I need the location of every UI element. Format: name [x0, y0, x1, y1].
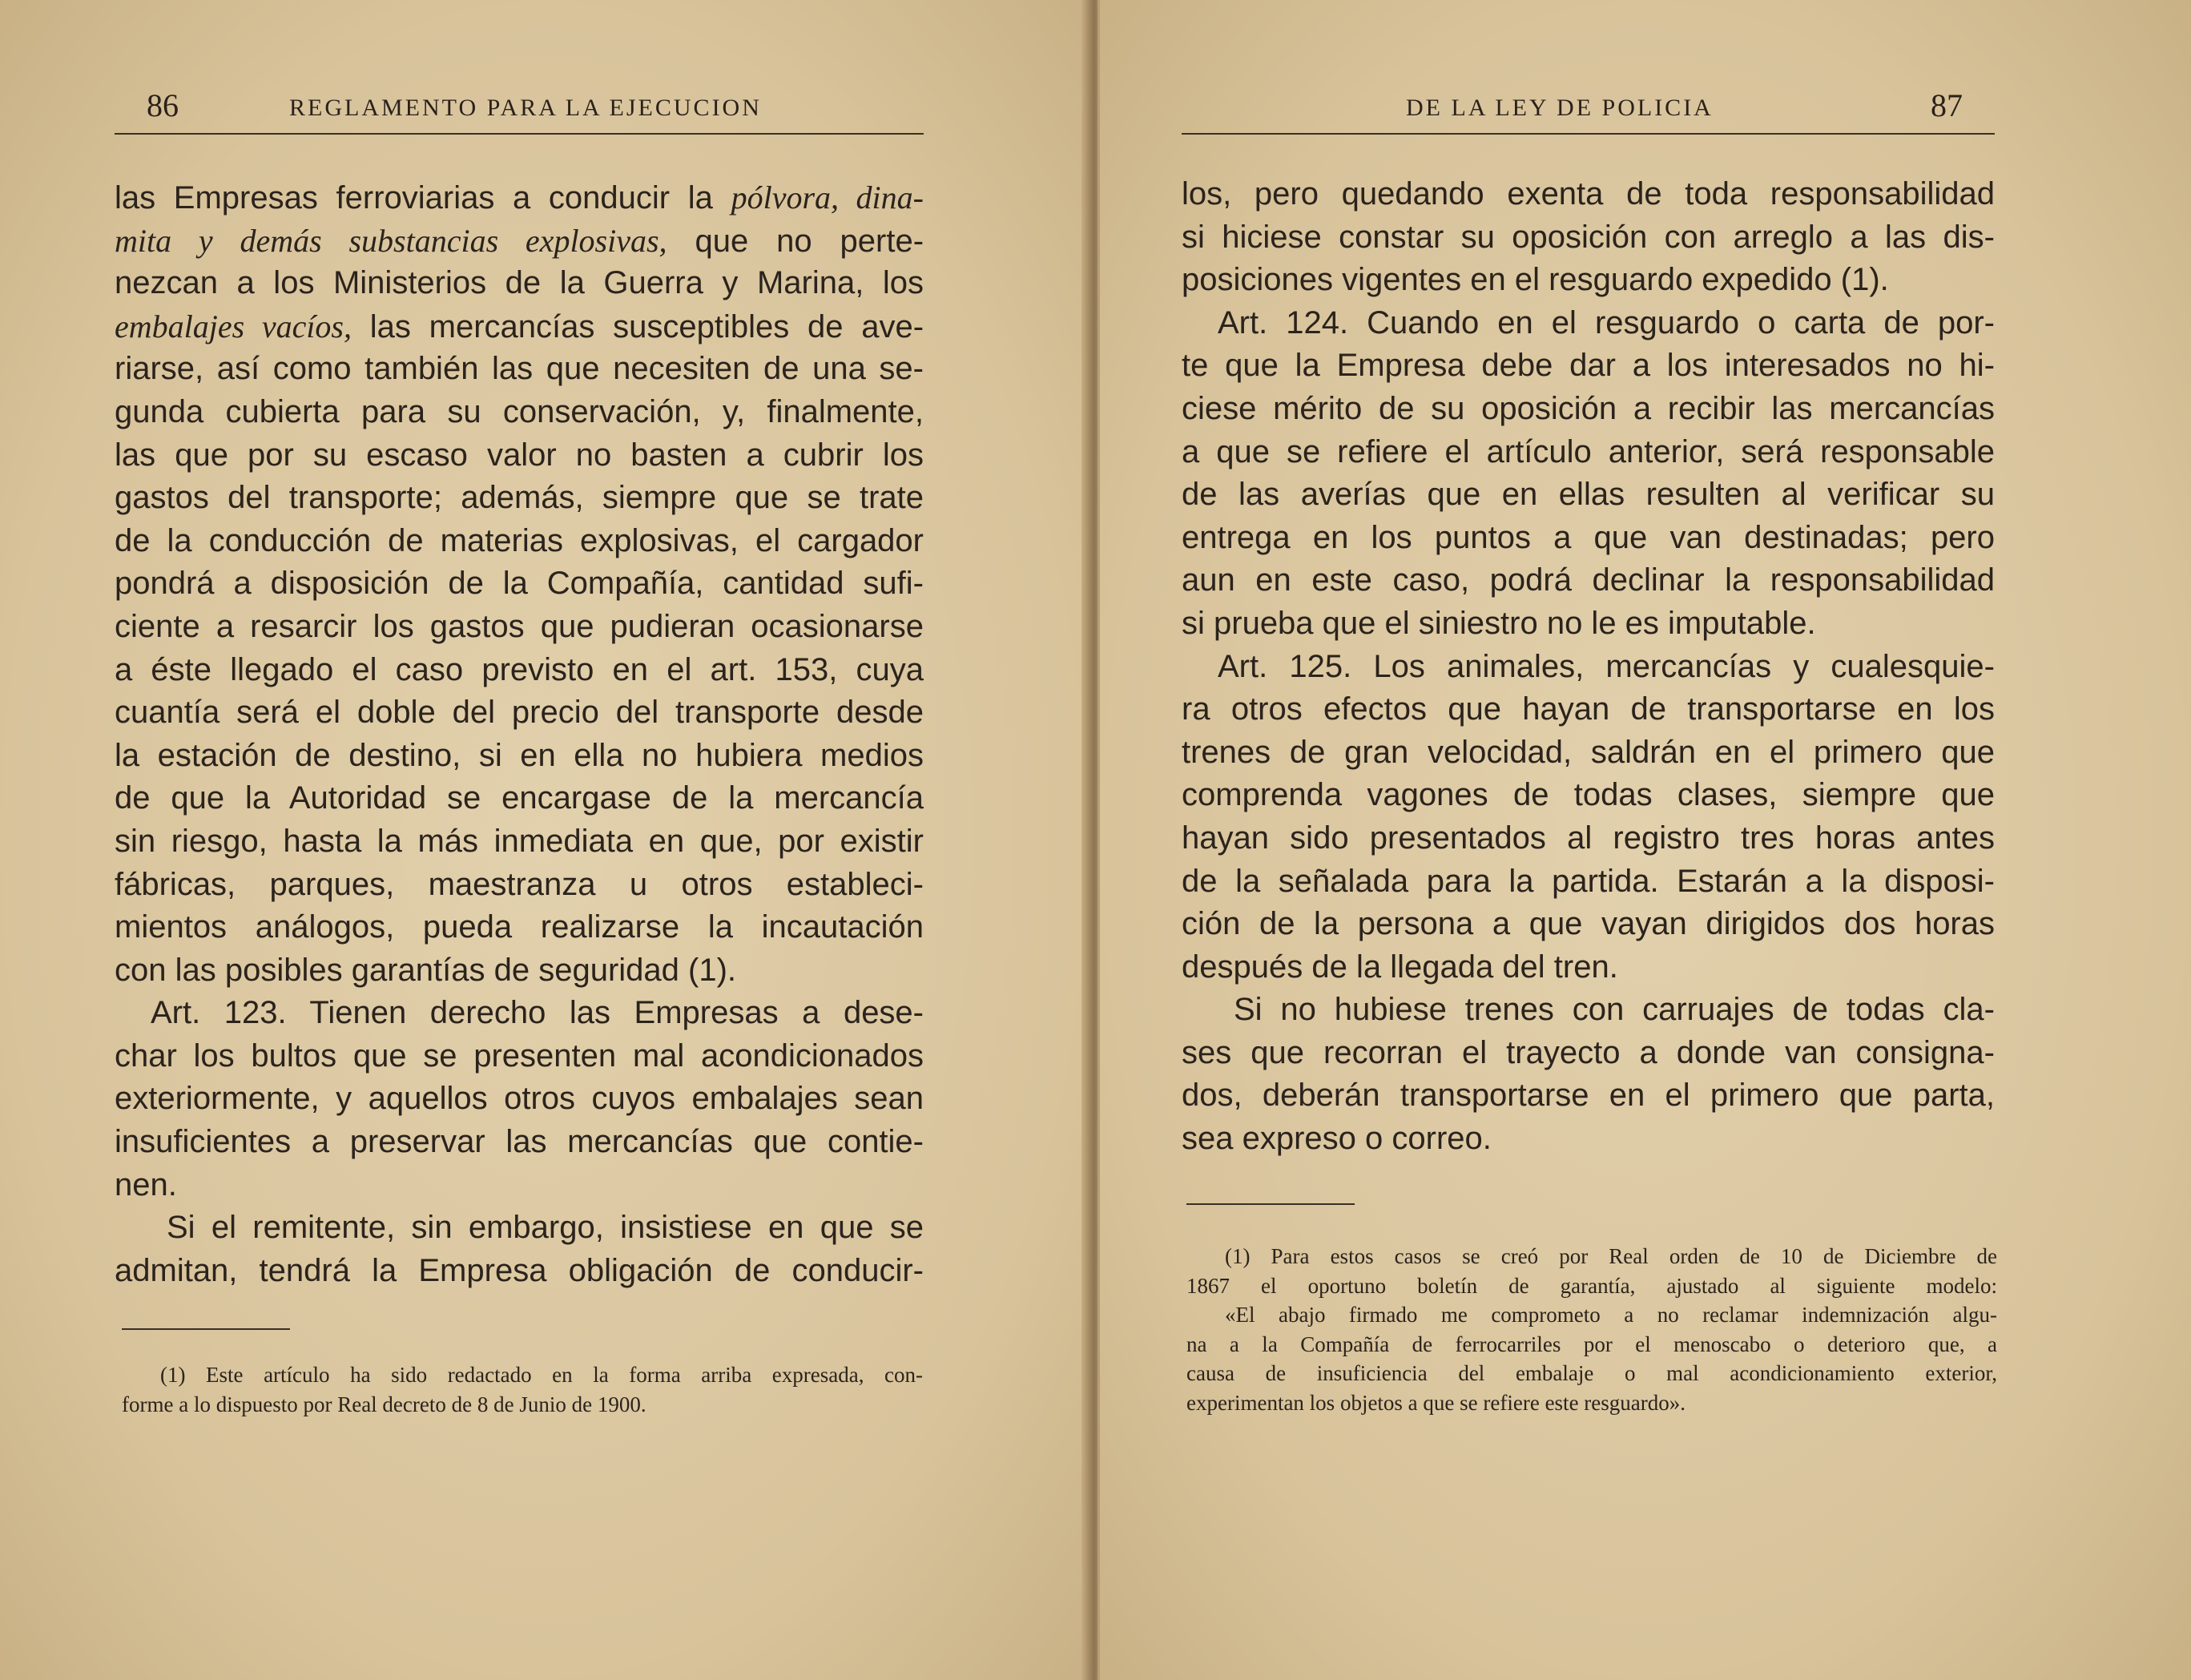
text-line: sea expreso o correo.: [1182, 1121, 1492, 1157]
text-line: nen.: [115, 1166, 177, 1203]
text-line: pondrá a disposición de la Compañía, cantidad sufi-: [115, 566, 924, 602]
text-line: fábricas, parques, maestranza u otros estableci-: [115, 866, 924, 902]
text-line: ra otros efectos que hayan de transportarse en los: [1182, 691, 1995, 727]
page-number: 86: [147, 87, 179, 123]
text-line: Si no hubiese trenes con carruajes de todas cla-: [1234, 992, 1995, 1028]
left-body-text: [115, 176, 924, 1292]
running-head: REGLAMENTO PARA LA EJECUCION: [289, 95, 762, 121]
running-head: DE LA LEY DE POLICIA: [1406, 95, 1714, 121]
text-line: gunda cubierta para su conservación, y, finalmente,: [115, 393, 924, 429]
text-line: aun en este caso, podrá declinar la responsabilidad: [1182, 562, 1995, 598]
text-line: después de la llegada del tren.: [1182, 949, 1618, 985]
text-line: si prueba que el siniestro no le es imputable.: [1182, 605, 1816, 641]
text-line: riarse, así como también las que necesiten de una se-: [115, 351, 924, 387]
page-number: 87: [1931, 87, 1963, 123]
text-line: ses que recorran el trayecto a donde van consigna-: [1182, 1034, 1995, 1070]
left-footnotes: [122, 1360, 923, 1419]
text-line: sin riesgo, hasta la más inmediata en que, por existir: [115, 823, 924, 859]
footnote-line: 1867 el oportuno boletín de garantía, ajustado al siguiente modelo:: [1186, 1273, 1997, 1298]
text-line: Si el remitente, sin embargo, insistiese en que se: [167, 1210, 924, 1246]
text-line: embalajes vacíos, las mercancías susceptibles de ave-: [115, 308, 924, 344]
text-line: Art. 123. Tienen derecho las Empresas a dese-: [151, 995, 924, 1031]
footnote-line: «El abajo firmado me comprometo a no reclamar indemnización algu-: [1225, 1303, 1997, 1327]
text-line: dos, deberán transportarse en el primero que parta,: [1182, 1078, 1995, 1114]
text-line: Art. 124. Cuando en el resguardo o carta de por-: [1218, 304, 1995, 340]
footnote-rule: [1186, 1203, 1355, 1205]
text-line: posiciones vigentes en el resguardo expedido (1).: [1182, 262, 1889, 298]
right-body-text: [1182, 173, 1995, 1161]
text-line: la estación de destino, si en ella no hubiera medios: [115, 737, 924, 773]
text-line: los, pero quedando exenta de toda responsabilidad: [1182, 176, 1995, 212]
text-line: ción de la persona a que vayan dirigidos dos horas: [1182, 906, 1995, 942]
text-line: de que la Autoridad se encargase de la mercancía: [115, 780, 924, 816]
text-line: cuantía será el doble del precio del transporte desde: [115, 695, 924, 731]
text-line: de las averías que en ellas resulten al verificar su: [1182, 477, 1995, 513]
footnote-line: forme a lo dispuesto por Real decreto de 8 de Junio de 1900.: [122, 1392, 646, 1416]
text-line: char los bultos que se presenten mal acondicionados: [115, 1037, 924, 1074]
text-line: a que se refiere el artículo anterior, será responsable: [1182, 433, 1995, 469]
text-line: insuficientes a preservar las mercancías que contie-: [115, 1124, 924, 1160]
right-page: [1098, 0, 2191, 1680]
text-line: entrega en los puntos a que van destinadas; pero: [1182, 519, 1995, 555]
left-running-header: [115, 87, 924, 135]
text-line: con las posibles garantías de seguridad (1).: [115, 952, 737, 988]
text-line: ciese mérito de su oposición a recibir las mercancías: [1182, 390, 1995, 426]
text-line: mita y demás substancias explosivas, que no perte-: [115, 222, 924, 259]
text-line: comprenda vagones de todas clases, siempre que: [1182, 777, 1995, 813]
text-line: Art. 125. Los animales, mercancías y cualesquie-: [1218, 648, 1995, 684]
footnote-rule: [122, 1328, 290, 1330]
text-line: mientos análogos, pueda realizarse la incautación: [115, 909, 924, 945]
right-footnotes: [1186, 1242, 1997, 1417]
footnote-line: (1) Para estos casos se creó por Real orden de 10 de Diciembre de: [1225, 1244, 1997, 1268]
text-line: las Empresas ferroviarias a conducir la pólvora, dina-: [115, 179, 924, 216]
text-line: exteriormente, y aquellos otros cuyos embalajes sean: [115, 1081, 924, 1117]
text-line: admitan, tendrá la Empresa obligación de conducir-: [115, 1252, 924, 1288]
text-line: si hiciese constar su oposición con arreglo a las dis-: [1182, 219, 1995, 255]
text-line: a éste llegado el caso previsto en el art. 153, cuya: [115, 651, 924, 687]
text-line: nezcan a los Ministerios de la Guerra y Marina, los: [115, 265, 924, 301]
text-line: ciente a resarcir los gastos que pudieran ocasionarse: [115, 608, 924, 644]
text-line: de la señalada para la partida. Estarán a la disposi-: [1182, 863, 1995, 899]
text-line: te que la Empresa debe dar a los interesados no hi-: [1182, 348, 1995, 384]
text-line: de la conducción de materias explosivas, el cargador: [115, 522, 924, 558]
text-line: las que por su escaso valor no basten a cubrir los: [115, 437, 924, 473]
text-line: hayan sido presentados al registro tres horas antes: [1182, 820, 1995, 856]
text-line: gastos del transporte; además, siempre que se trate: [115, 480, 924, 516]
footnote-line: na a la Compañía de ferrocarriles por el menoscabo o deterioro que, a: [1186, 1332, 1997, 1356]
text-line: trenes de gran velocidad, saldrán en el primero que: [1182, 734, 1995, 770]
right-running-header: [1182, 87, 1995, 135]
footnote-line: (1) Este artículo ha sido redactado en la forma arriba expresada, con-: [160, 1363, 923, 1387]
footnote-line: causa de insuficiencia del embalaje o mal acondicionamiento exterior,: [1186, 1361, 1997, 1385]
left-page: [0, 0, 1091, 1680]
footnote-line: experimentan los objetos a que se refiere este resguardo».: [1186, 1390, 1686, 1415]
